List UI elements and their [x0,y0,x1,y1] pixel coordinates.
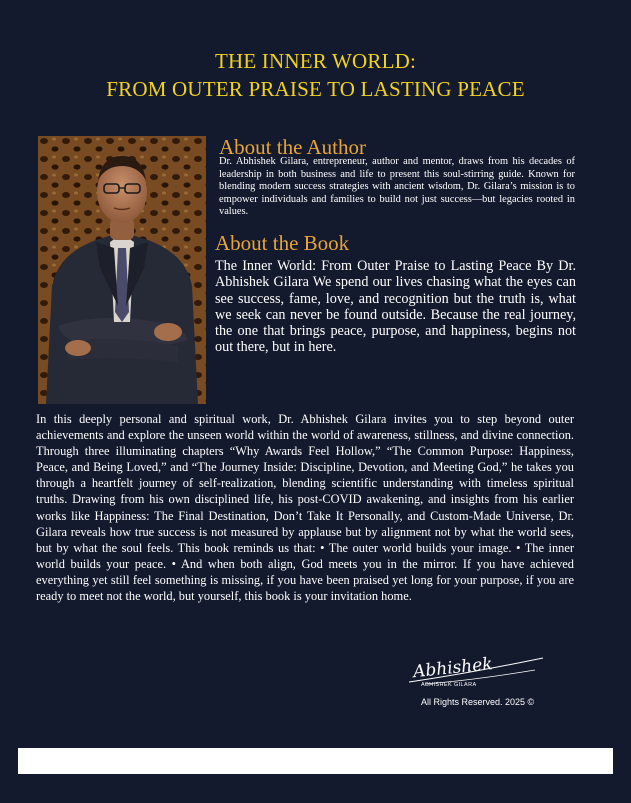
barcode-strip [18,748,613,774]
signature-name: ABHISHEK GILARA [421,682,477,688]
book-title-line-1: THE INNER WORLD: [214,49,417,73]
about-book-intro: The Inner World: From Outer Praise to Lasting Peace By Dr. Abhishek Gilara We spend our lives chasing what the eyes can see success, fame, love, and recognition but the truth is, what we seek can never be found outside. Because the real journey, the one that brings peace, purpose, and happiness, begins not out there, but in here. [215,258,576,356]
about-author-heading: About the Author [219,135,366,159]
signature-script: Abhishek [412,654,494,683]
about-book-heading: About the Book [215,231,350,255]
copyright-notice: All Rights Reserved. 2025 © [421,697,535,707]
about-author-text: Dr. Abhishek Gilara, entrepreneur, author and mentor, draws from his decades of leadership in both business and life to present this soul-stirring guide. Known for blending modern success strategies with ancient wisdom, Dr. Gilara’s mission is to empower individuals and families to build not just success—but legacies rooted in values. [219,156,575,217]
author-photo [38,136,206,404]
book-title-line-2: FROM OUTER PRAISE TO LASTING PEACE [106,77,525,101]
book-description: In this deeply personal and spiritual work, Dr. Abhishek Gilara invites you to step beyond outer achievements and explore the unseen world within the world of awareness, stillness, and divine connection. Through three illuminating chapters “Why Awards Feel Hollow,” “The Common Purpose: Happiness, Peace, and Being Loved,” and “The Journey Inside: Discipline, Devotion, and Meeting God,” he takes you through a heartfelt journey of self-realization, blending scientific understanding with timeless spiritual truths. Drawing from his own disciplined life, his post-COVID awakening, and insights from his earlier works like Happiness: The Final Destination, Don’t Take It Personally, and Custom-Made Universe, Dr. Gilara reveals how true success is not measured by applause but by alignment not by what the world sees, but by what the soul feels. This book reminds us that: • The outer world builds your image. • The inner world builds your peace. • And when both align, God meets you in the mirror. If you have achieved everything yet still feel something is missing, if you have been praised yet long for your purpose, if you are ready to meet not the world, but yourself, this book is your invitation home. [36,412,574,604]
